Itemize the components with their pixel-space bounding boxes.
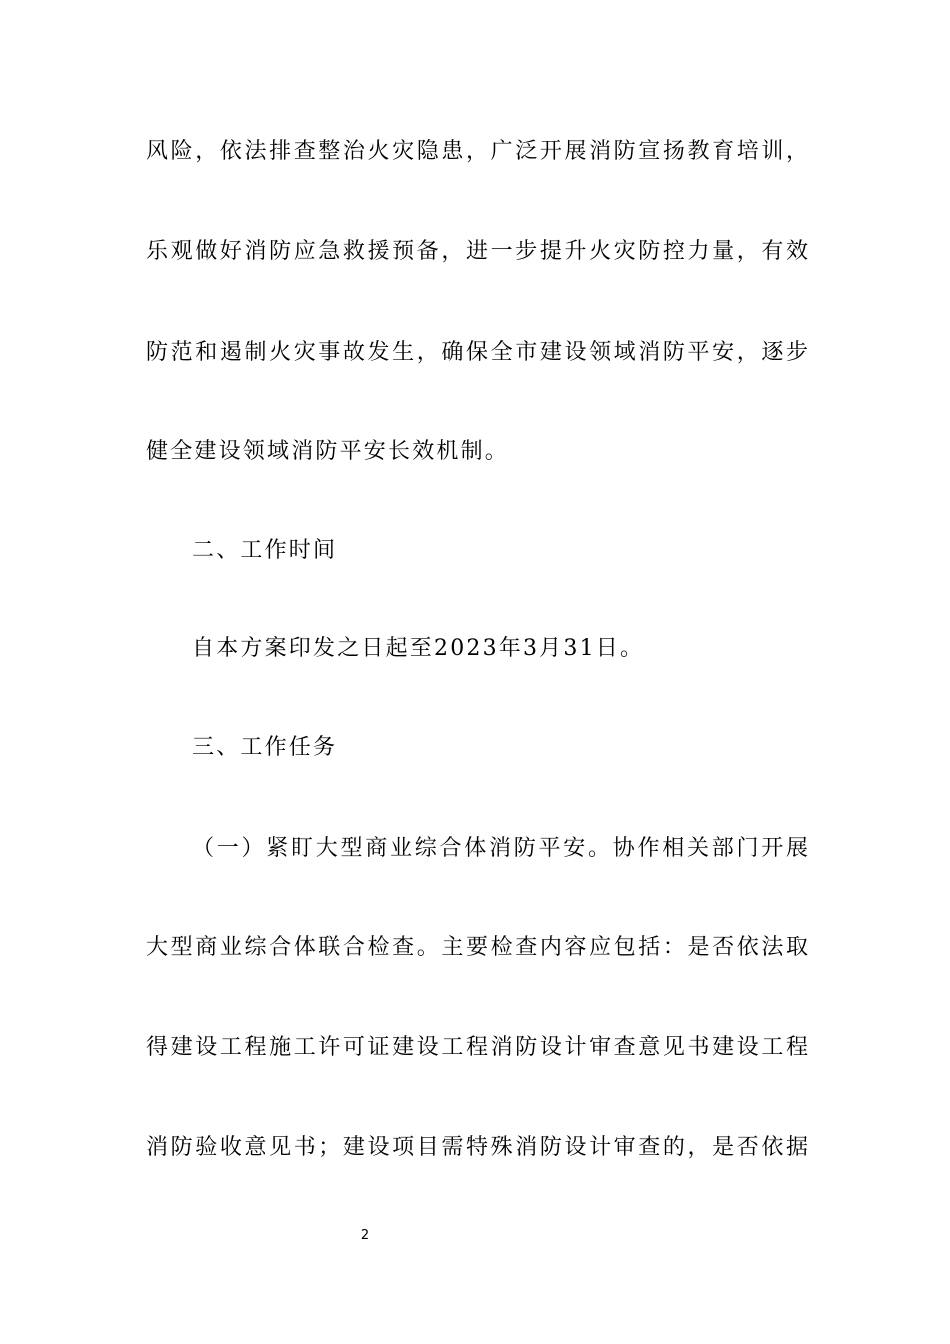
page-number: 2 xyxy=(360,1228,370,1243)
section-heading: 三、工作任务 xyxy=(192,735,338,760)
body-line: 风险，依法排查整治火灾隐患，广泛开展消防宣扬教育培训， xyxy=(146,139,808,164)
body-line: 健全建设领域消防平安长效机制。 xyxy=(146,439,510,464)
body-line: 防范和遏制火灾事故发生，确保全市建设领域消防平安，逐步 xyxy=(146,340,808,365)
section-heading: 二、工作时间 xyxy=(192,538,338,563)
body-line: 消防验收意见书；建设项目需特殊消防设计审查的，是否依据 xyxy=(146,1135,808,1160)
section-text: 自本方案印发之日起至2023年3月31日。 xyxy=(192,636,645,661)
body-line: 乐观做好消防应急救援预备，进一步提升火灾防控力量，有效 xyxy=(146,239,808,264)
body-line: 得建设工程施工许可证建设工程消防设计审查意见书建设工程 xyxy=(146,1035,808,1060)
body-line: 大型商业综合体联合检查。主要检查内容应包括：是否依法取 xyxy=(146,935,808,960)
body-line: （一）紧盯大型商业综合体消防平安。协作相关部门开展 xyxy=(192,836,808,861)
